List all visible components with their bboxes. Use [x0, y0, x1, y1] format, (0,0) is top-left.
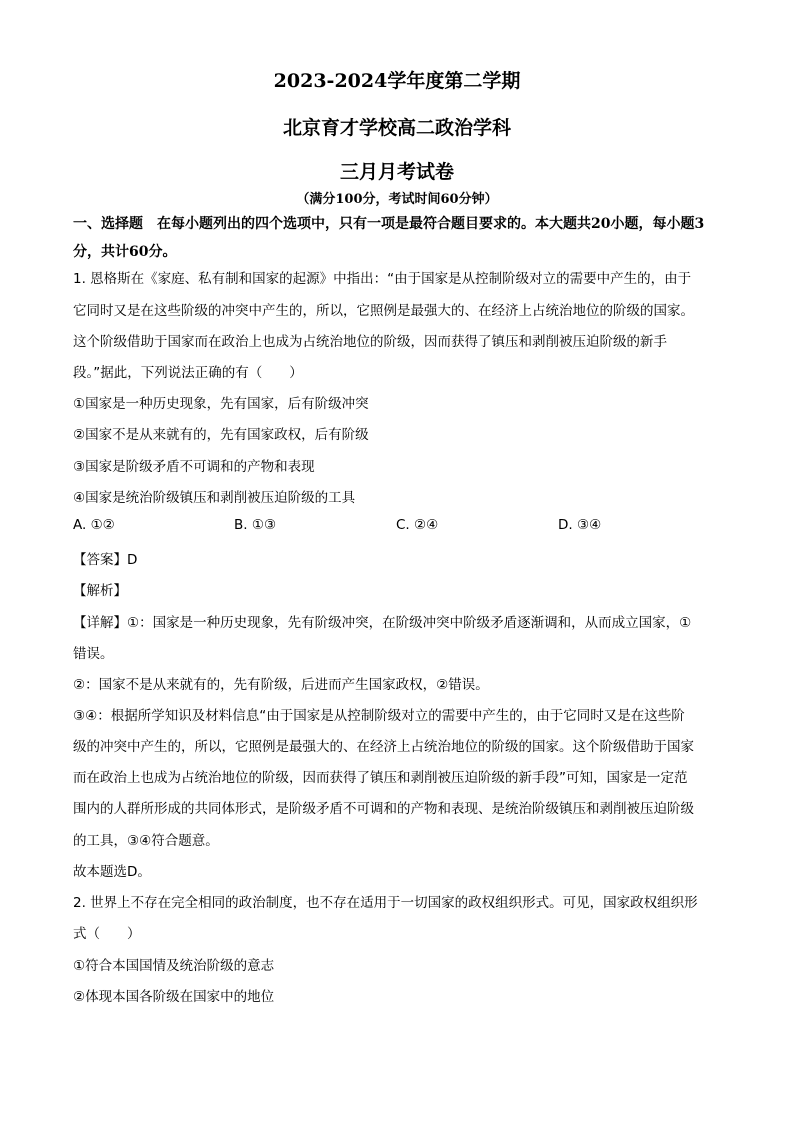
q1-choice-c: C. ②④ [396, 517, 439, 533]
q1-detail-line: 故本题选D。 [73, 864, 151, 880]
q1-option: ①国家是一种历史现象，先有国家，后有阶级冲突 [73, 396, 369, 412]
section-heading: 一、选择题 在每小题列出的四个选项中，只有一项是最符合题目要求的。本大题共20小题，每小题3分，共计60分。 [73, 216, 705, 260]
q1-choice-a: A. ①② [73, 517, 115, 533]
q1-answer: 【答案】D [73, 552, 138, 568]
q1-stem-line: 段。”据此，下列说法正确的有（ ） [73, 365, 303, 381]
q1-detail-line: 的工具，③④符合题意。 [73, 833, 219, 849]
q2-stem-line: 式（ ） [73, 926, 141, 942]
q1-stem-line: 这个阶级借助于国家而在政治上也成为占统治地位的阶级，因而获得了镇压和剥削被压迫阶级的新手 [73, 334, 667, 350]
q1-analysis-label: 【解析】 [73, 583, 127, 599]
q1-option: ④国家是统治阶级镇压和剥削被压迫阶级的工具 [73, 490, 356, 506]
q1-choice-d: D. ③④ [558, 517, 602, 533]
q1-detail-line: 围内的人群所形成的共同体形式，是阶级矛盾不可调和的产物和表现、是统治阶级镇压和剥削被压迫阶级 [73, 801, 694, 817]
title-school: 北京育才学校高二政治学科 [282, 117, 511, 139]
q1-detail-line: 而在政治上也成为占统治地位的阶级，因而获得了镇压和剥削被压迫阶级的新手段”可知，国家是一定范 [73, 770, 688, 786]
q1-detail-line: 错误。 [73, 646, 114, 662]
q1-option: ②国家不是从来就有的，先有国家政权，后有阶级 [73, 427, 369, 443]
q1-detail-line: 【详解】①：国家是一种历史现象，先有阶级冲突，在阶级冲突中阶级矛盾逐渐调和，从而成立国家，① [73, 615, 692, 631]
title-exam: 三月月考试卷 [339, 161, 454, 183]
q1-stem-line: 它同时又是在这些阶级的冲突中产生的，所以，它照例是最强大的、在经济上占统治地位的阶级的国家。 [73, 303, 694, 319]
q1-option: ③国家是阶级矛盾不可调和的产物和表现 [73, 459, 315, 475]
q1-detail-line: ②：国家不是从来就有的，先有阶级，后进而产生国家政权，②错误。 [73, 677, 489, 693]
q1-choice-b: B. ①③ [234, 517, 277, 533]
q2-stem-line: 2. 世界上不存在完全相同的政治制度，也不存在适用于一切国家的政权组织形式。可见，国家政权组织形 [73, 895, 698, 911]
q2-option: ①符合本国国情及统治阶级的意志 [73, 958, 275, 974]
q1-detail-line: ③④：根据所学知识及材料信息“由于国家是从控制阶级对立的需要中产生的，由于它同时又是在这些阶 [73, 708, 685, 724]
q2-option: ②体现本国各阶级在国家中的地位 [73, 989, 275, 1005]
title-year: 2023-2024学年度第二学期 [273, 70, 521, 92]
q1-detail-line: 级的冲突中产生的，所以，它照例是最强大的、在经济上占统治地位的阶级的国家。这个阶级借助于国家 [73, 739, 694, 755]
q1-stem-line: 1. 恩格斯在《家庭、私有制和国家的起源》中指出：“由于国家是从控制阶级对立的需要中产生的，由于 [73, 271, 692, 287]
exam-info: （满分100分，考试时间60分钟） [296, 192, 498, 207]
